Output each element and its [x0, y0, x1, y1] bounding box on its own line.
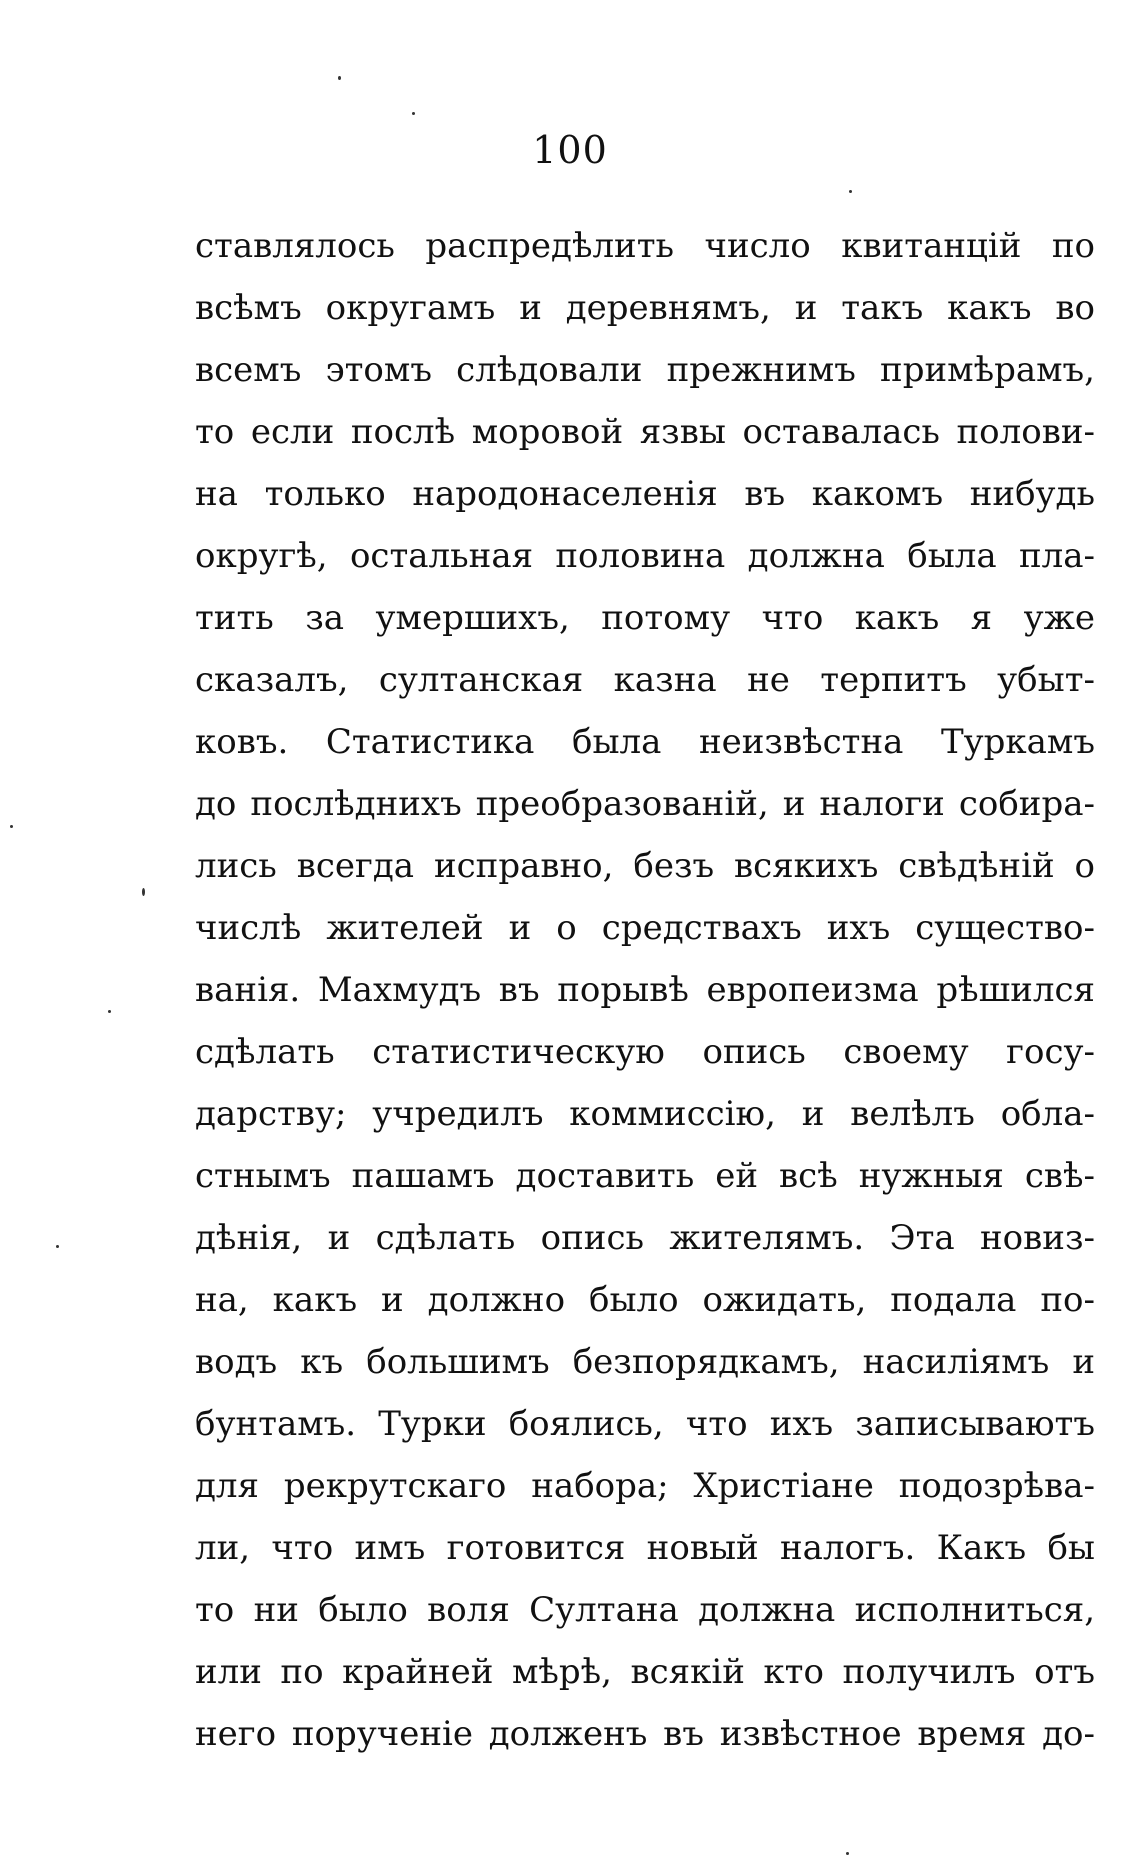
scan-speck — [849, 190, 852, 193]
scan-speck — [56, 1245, 59, 1248]
text-line: ванія. Махмудъ въ порывѣ европеизма рѣшился — [195, 970, 1095, 1010]
text-line: всемъ этомъ слѣдовали прежнимъ примѣрамъ, — [195, 350, 1095, 390]
text-line: для рекрутскаго набора; Христіане подозрѣва- — [195, 1466, 1095, 1506]
text-line: всѣмъ округамъ и деревнямъ, и такъ какъ во — [195, 288, 1095, 328]
scan-speck — [412, 112, 415, 115]
text-line: на, какъ и должно было ожидать, подала по- — [195, 1280, 1095, 1320]
text-line: водъ къ большимъ безпорядкамъ, насиліямъ и — [195, 1342, 1095, 1382]
text-line: ковъ. Статистика была неизвѣстна Туркамъ — [195, 722, 1095, 762]
text-line: сказалъ, султанская казна не терпитъ убыт- — [195, 660, 1095, 700]
text-line: сдѣлать статистическую опись своему госу- — [195, 1032, 1095, 1072]
text-line: ставлялось распредѣлить число квитанцій по — [195, 226, 1095, 266]
text-line: или по крайней мѣрѣ, всякій кто получилъ отъ — [195, 1652, 1095, 1692]
text-line: дѣнія, и сдѣлать опись жителямъ. Эта новиз- — [195, 1218, 1095, 1258]
text-line: дарству; учредилъ коммиссію, и велѣлъ обла- — [195, 1094, 1095, 1134]
body-text — [195, 215, 1095, 1765]
scan-speck — [338, 76, 341, 80]
text-line: на только народонаселенія въ какомъ нибудь — [195, 474, 1095, 514]
text-line: бунтамъ. Турки боялись, что ихъ записываютъ — [195, 1404, 1095, 1444]
text-line: до послѣднихъ преобразованій, и налоги собира- — [195, 784, 1095, 824]
text-line: то ни было воля Султана должна исполниться, — [195, 1590, 1095, 1630]
text-line: числѣ жителей и о средствахъ ихъ существо- — [195, 908, 1095, 948]
scan-speck — [142, 888, 145, 896]
text-line: то если послѣ моровой язвы оставалась полови- — [195, 412, 1095, 452]
scan-speck — [846, 1852, 849, 1855]
text-line: него порученіе долженъ въ извѣстное время до- — [195, 1714, 1095, 1754]
text-line: тить за умершихъ, потому что какъ я уже — [195, 598, 1095, 638]
page-number: 100 — [532, 128, 608, 172]
scan-speck — [10, 825, 13, 828]
scan-speck — [108, 1010, 111, 1013]
text-line: стнымъ пашамъ доставить ей всѣ нужныя свѣ- — [195, 1156, 1095, 1196]
text-line: округѣ, остальная половина должна была пла- — [195, 536, 1095, 576]
text-line: ли, что имъ готовится новый налогъ. Какъ бы — [195, 1528, 1095, 1568]
text-line: лись всегда исправно, безъ всякихъ свѣдѣній о — [195, 846, 1095, 886]
